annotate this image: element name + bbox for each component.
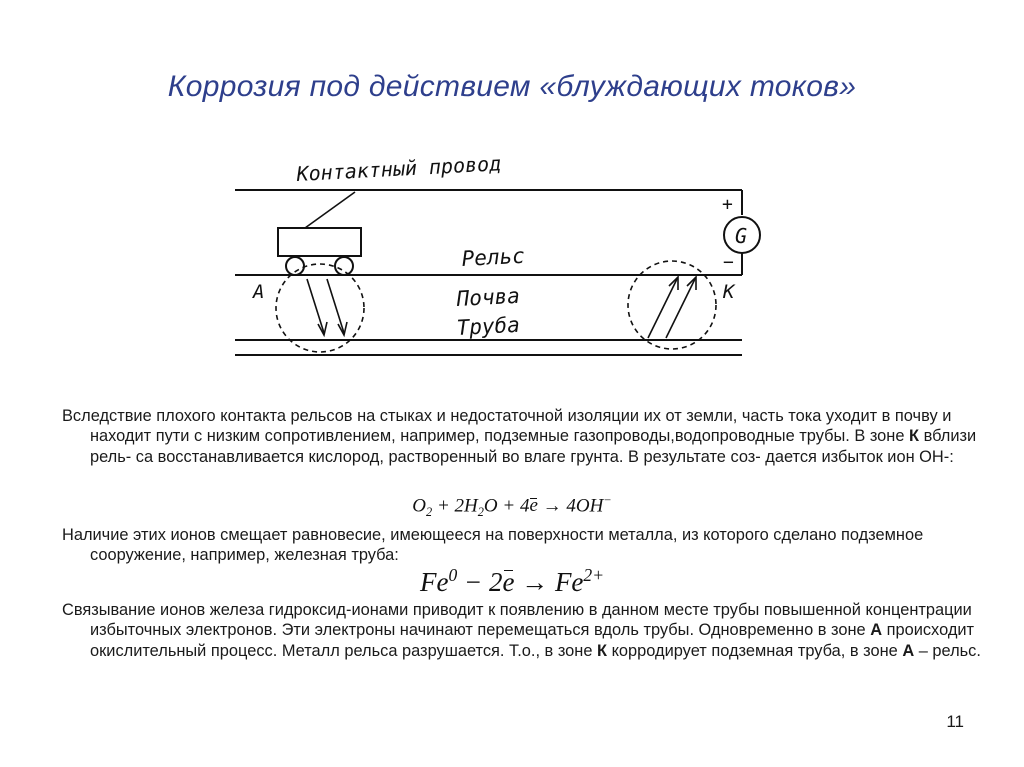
plus-sign: +: [722, 194, 733, 215]
equation-iron-oxidation: $Fe^0 - 2e \to Fe^{2+}$: [419, 565, 605, 597]
minus-sign: −: [723, 252, 734, 273]
label-zone-k: К: [723, 281, 735, 303]
label-soil: Почва: [456, 283, 521, 311]
zone-k-arrowhead-2: [687, 277, 696, 290]
label-zone-a: А: [253, 281, 265, 303]
generator-label: G: [735, 224, 748, 248]
paragraph-3: Связывание ионов железа гидроксид-ионами приводит к появлению в данном месте трубы повышенной концентрации избыточных электронов. Эти электроны начинают перемещаться вдоль трубы. Одновременно в зоне А происходит окислительный процесс. Металл рельса разрушается. Т.о., в зоне К корродирует подземная труба, в зоне А – рельс.: [62, 601, 981, 660]
tram-wheel-right: [335, 257, 353, 275]
paragraph-1: Вследствие плохого контакта рельсов на стыках и недостаточной изоляции их от земли, часть тока уходит в почву и находит пути с низким сопротивлением, например, подземные газопроводы,водопроводные трубы. В зоне К вблизи рель- са восстанавливается кислород, растворенный во влаге грунта. В результате соз- дается избыток ион ОН-:: [62, 407, 977, 466]
label-contact-wire: Контактный провод: [296, 151, 502, 186]
equation-oxygen-reduction: $O_2 + 2H_2O + 4e \to 4OH^-$: [412, 493, 612, 520]
tram-body: [278, 228, 361, 256]
electron-symbol: e: [529, 495, 538, 517]
zone-a-arrow-1: [307, 279, 324, 333]
label-rail: Рельс: [461, 243, 526, 271]
zone-a-inline: А: [870, 621, 883, 640]
label-pipe: Труба: [456, 312, 521, 340]
pantograph: [305, 192, 355, 228]
zone-k-arrow-2: [666, 279, 695, 338]
zone-k-inline-2: К: [597, 641, 608, 660]
slide-title: Коррозия под действием «блуждающих токов»: [167, 70, 857, 103]
zone-a-inline-2: А: [902, 641, 915, 660]
zone-a-circle: [276, 264, 364, 352]
zone-k-inline: К: [909, 427, 920, 446]
page-number: 11: [946, 712, 964, 731]
zone-k-arrowhead-1: [669, 277, 678, 290]
electron-symbol-2: e: [502, 567, 515, 597]
paragraph-2: Наличие этих ионов смещает равновесие, имеющееся на поверхности металла, из которого сделано подземное сооружение, например, железная труба:: [62, 526, 924, 565]
zone-k-arrow-1: [648, 279, 677, 338]
zone-a-arrow-2: [327, 279, 344, 333]
